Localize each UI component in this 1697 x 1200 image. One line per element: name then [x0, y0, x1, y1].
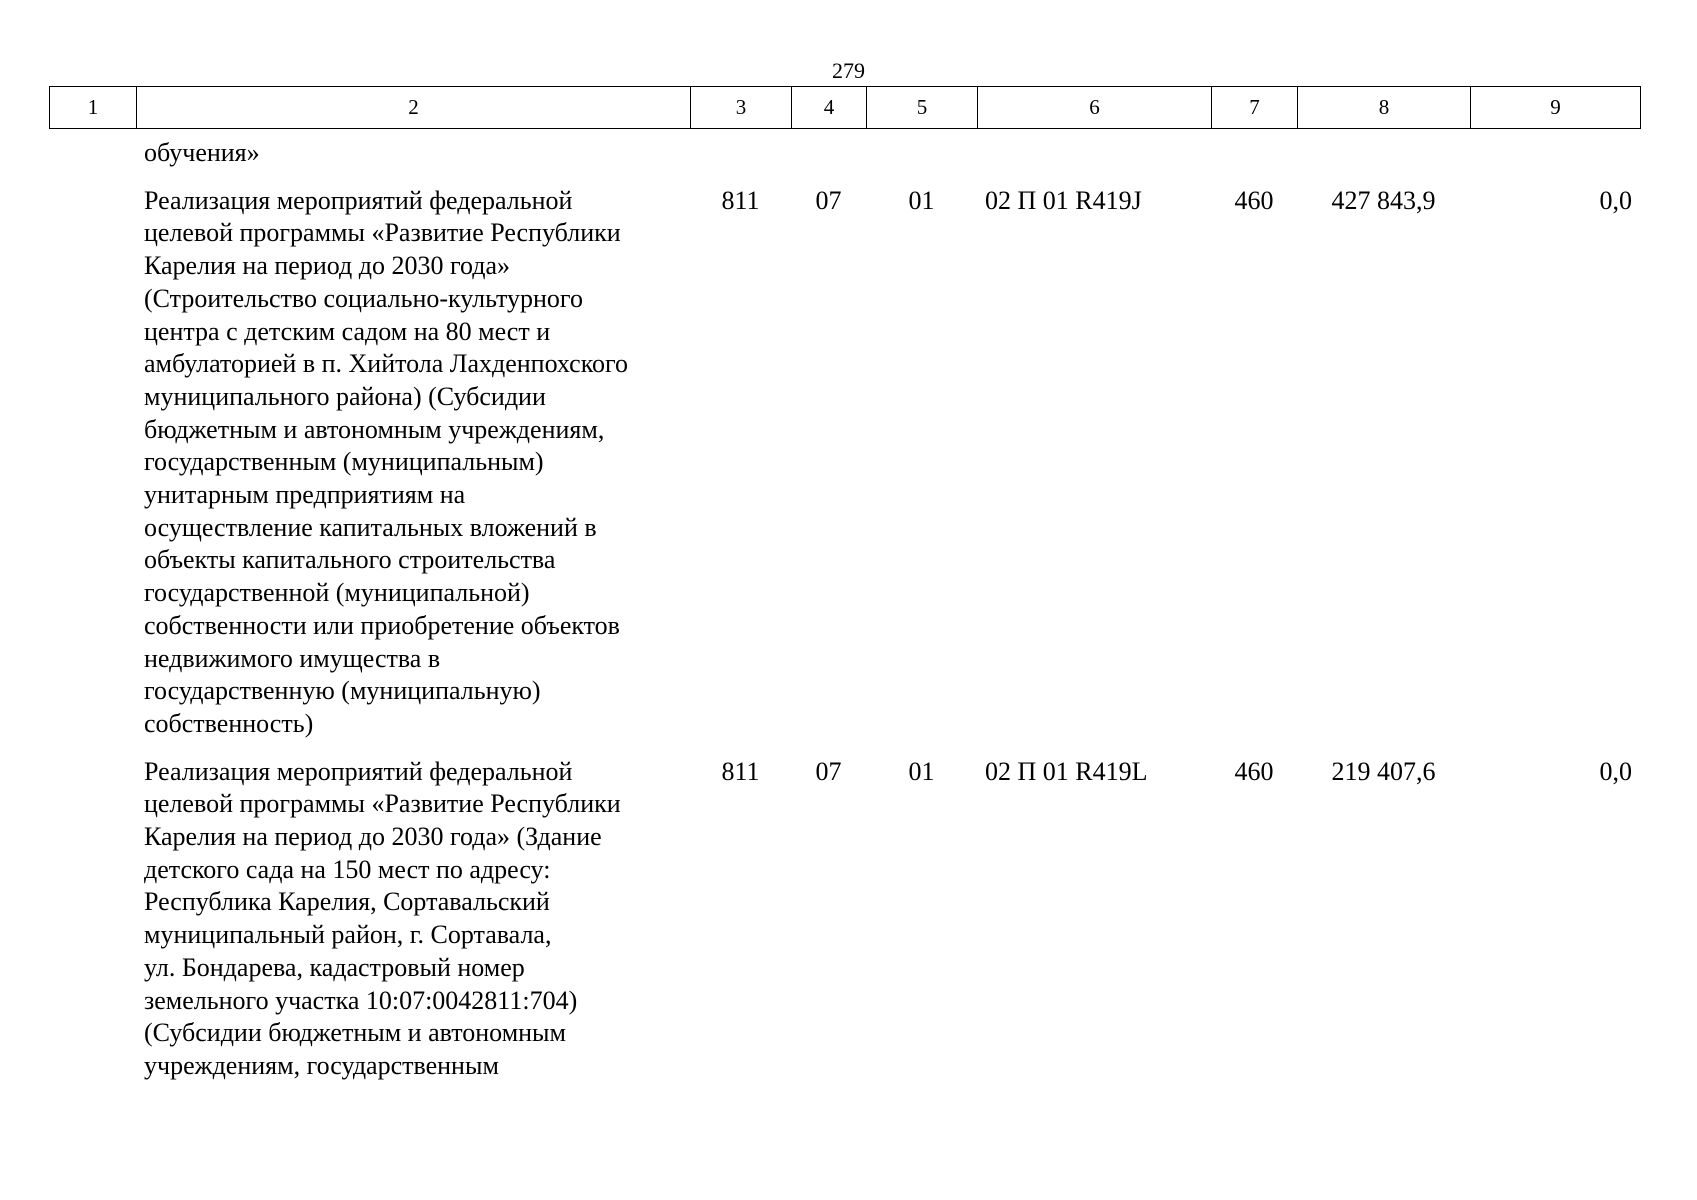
cell-col9: 0,0: [1599, 185, 1632, 215]
cell-col4: 07: [815, 185, 842, 215]
cell-col5: 01: [908, 185, 935, 215]
table-row-continuation: [49, 137, 1640, 170]
cell-col4: [791, 137, 866, 170]
column-header-7: 7: [1212, 87, 1298, 129]
cell-col5: [866, 137, 977, 170]
column-header-1: 1: [50, 87, 137, 129]
cell-col1: [49, 756, 136, 1083]
cell-col9: 0,0: [1599, 756, 1632, 786]
cell-col7: 460: [1234, 185, 1274, 215]
column-header-5: 5: [867, 87, 978, 129]
cell-col9: [1470, 137, 1640, 170]
cell-col8: 427 843,9: [1331, 185, 1436, 215]
cell-description: Реализация мероприятий федеральной целевой программы «Развитие Республики Карелия на период до 2030 года» (Строительство социально-культурного центра с детским садом на 80 мест и амбулаторией в п. Хийтола Лахденпохского муниципального района) (Субсидии бюджетным и автономным учреждениям, государственным (муниципальным) унитарным предприятиям на осуществление капитальных вложений в объекты капитального строительства государственной (муниципальной) собственности или приобретение объектов недвижимого имущества в государственную (муниципальную) собственность): [144, 185, 629, 738]
cell-col3: [690, 137, 791, 170]
column-number-header: [49, 86, 1641, 129]
column-header-6: 6: [978, 87, 1212, 129]
cell-col1: [49, 137, 136, 170]
cell-col7: 460: [1234, 756, 1274, 786]
table-body: [49, 137, 1640, 1083]
cell-col6: 02 П 01 R419L: [985, 756, 1148, 786]
column-header-9: 9: [1471, 87, 1641, 129]
cell-description: обучения»: [144, 138, 260, 167]
cell-col6: 02 П 01 R419J: [985, 185, 1142, 215]
cell-col5: 01: [908, 756, 935, 786]
cell-col4: 07: [815, 756, 842, 786]
column-header-4: 4: [792, 87, 867, 129]
cell-col1: [49, 185, 136, 741]
cell-description: Реализация мероприятий федеральной целевой программы «Развитие Республики Карелия на период до 2030 года» (Здание детского сада на 150 мест по адресу: Республика Карелия, Сортавальский муниципальный район, г. Сортавала, ул. Бондарева, кадастровый номер земельного участка 10:07:0042811:704) (Субсидии бюджетным и автономным учреждениям, государственным: [144, 756, 621, 1080]
cell-col8: 219 407,6: [1331, 756, 1436, 786]
cell-col3: 811: [721, 756, 760, 786]
table-row: [49, 185, 1640, 741]
table-row: [49, 756, 1640, 1083]
column-header-8: 8: [1298, 87, 1471, 129]
column-header-3: 3: [691, 87, 792, 129]
cell-col8: [1297, 137, 1470, 170]
cell-col7: [1211, 137, 1297, 170]
cell-col3: 811: [721, 185, 760, 215]
page-number: 279: [832, 58, 865, 83]
cell-col6: [977, 137, 1211, 170]
column-header-2: 2: [137, 87, 691, 129]
